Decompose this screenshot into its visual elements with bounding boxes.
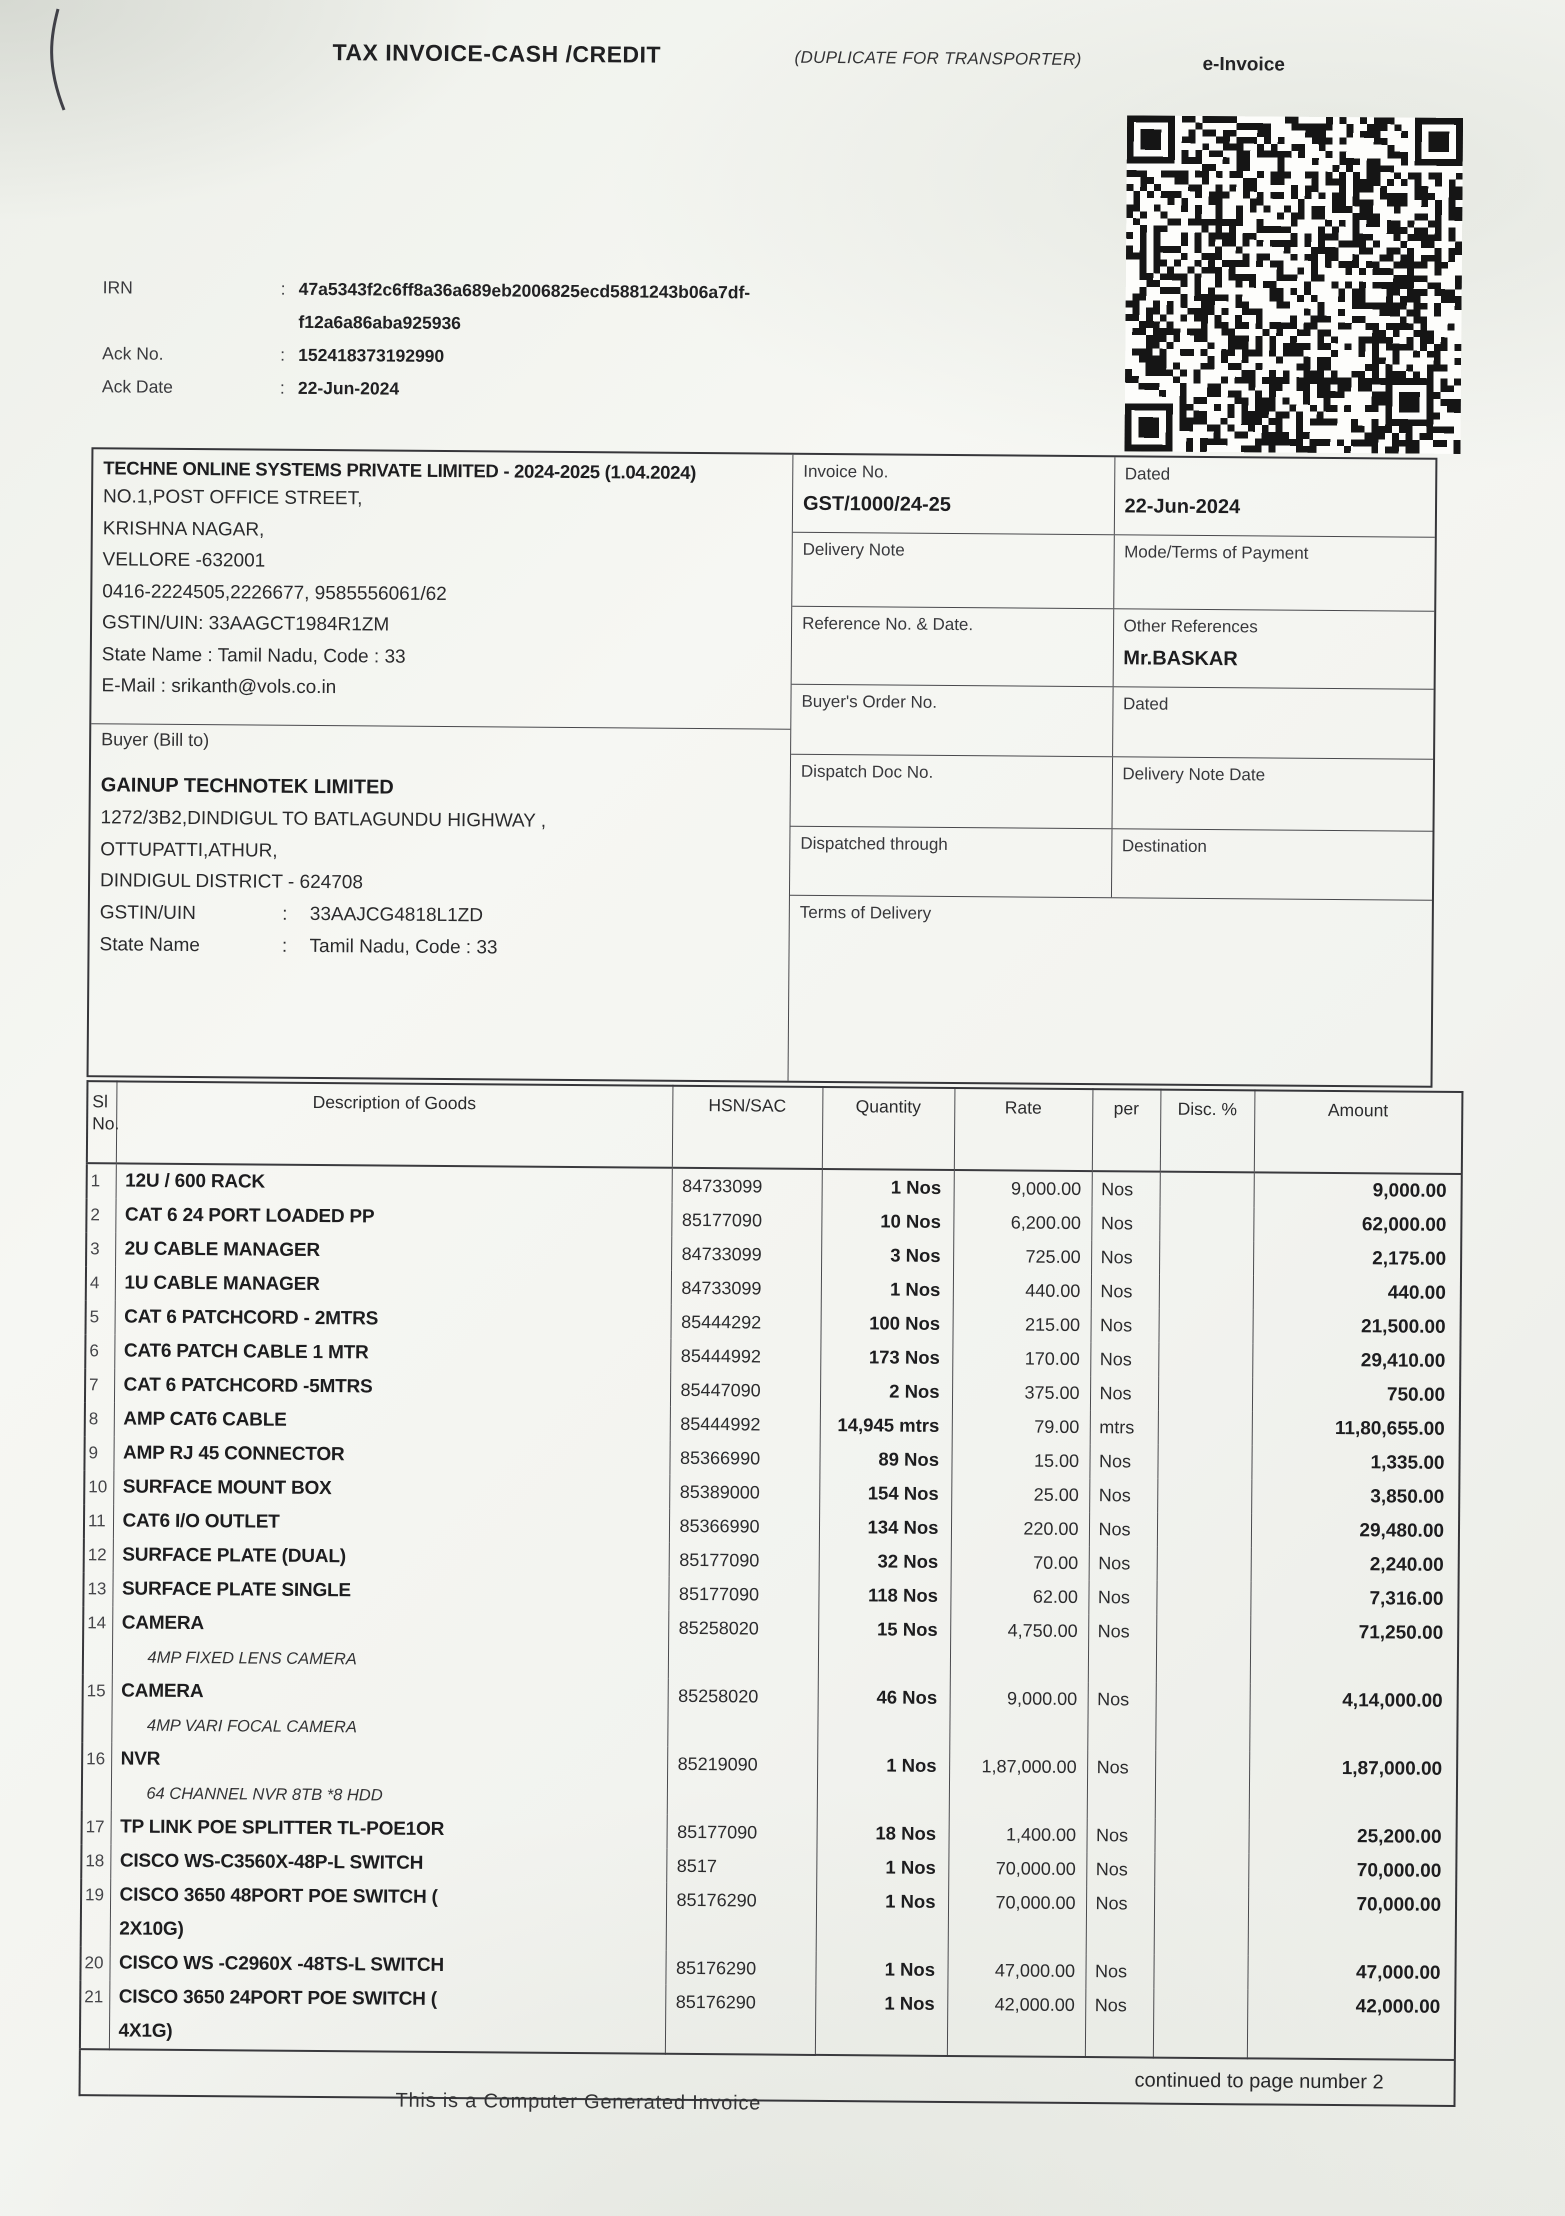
col-header-rate: Rate	[954, 1088, 1093, 1171]
item-description: CAT6 I/O OUTLET	[122, 1510, 280, 1533]
item-quantity: 2 Nos	[820, 1374, 952, 1409]
seller-address	[101, 481, 782, 707]
item-quantity: 1 Nos	[822, 1169, 954, 1205]
irn-value	[298, 273, 750, 343]
item-description: AMP CAT6 CABLE	[123, 1408, 287, 1431]
item-description: TP LINK POE SPLITTER TL-POE1OR	[120, 1816, 445, 1841]
computer-generated-note: This is a Computer Generated Invoice	[395, 2089, 762, 2115]
item-quantity: 46 Nos	[817, 1680, 950, 1749]
ack-date-label: Ack Date	[101, 376, 174, 397]
item-discount	[1155, 1751, 1250, 1820]
details-field-label: Delivery Note Date	[1122, 764, 1266, 785]
item-amount: 42,000.00	[1355, 1996, 1441, 2018]
item-per-unit: Nos	[1085, 1988, 1154, 2058]
item-per-unit: Nos	[1086, 1886, 1155, 1955]
details-grid-cell	[1112, 609, 1434, 689]
item-slno: 7	[85, 1368, 114, 1402]
buyer-address	[100, 802, 780, 902]
goods-table-header	[87, 1081, 1463, 1174]
ack-date-row	[102, 370, 842, 409]
details-field-label: Dispatch Doc No.	[800, 761, 934, 782]
item-rate: 70.00	[951, 1545, 1089, 1580]
item-rate: 1,400.00	[948, 1817, 1086, 1852]
item-per-unit: Nos	[1089, 1478, 1157, 1513]
item-slno: 18	[81, 1844, 110, 1878]
item-slno: 6	[85, 1334, 114, 1368]
item-amount: 47,000.00	[1355, 1962, 1441, 1984]
item-per-unit: Nos	[1087, 1682, 1156, 1751]
parties-column	[89, 449, 794, 1080]
item-description: CISCO WS -C2960X -48TS-L SWITCH	[118, 1952, 445, 1977]
item-description-cell	[109, 1980, 666, 2053]
irn-label: IRN	[102, 277, 133, 298]
item-slno: 1	[87, 1163, 116, 1198]
item-description-cell	[113, 1436, 669, 1474]
col-header-slno	[87, 1081, 120, 1163]
table-row	[82, 1742, 1457, 1821]
item-description-cell	[115, 1198, 671, 1236]
col-header-sl: Sl	[92, 1091, 108, 1112]
details-grid-cell	[1113, 457, 1435, 537]
item-hsn: 85389000	[669, 1475, 819, 1510]
item-amount: 2,175.00	[1372, 1248, 1447, 1270]
colon: :	[280, 344, 286, 365]
item-discount	[1160, 1172, 1254, 1208]
item-discount	[1158, 1309, 1252, 1344]
item-description: SURFACE MOUNT BOX	[122, 1476, 332, 1500]
colon: :	[281, 935, 288, 957]
item-description-cell	[115, 1266, 671, 1304]
goods-table-body	[80, 1163, 1462, 2060]
continued-note: continued to page number 2	[80, 2049, 1455, 2106]
document-subtitle: (DUPLICATE FOR TRANSPORTER)	[794, 47, 1082, 69]
details-field-label: Delivery Note	[802, 539, 905, 560]
item-quantity: 89 Nos	[819, 1442, 951, 1477]
invoice-details-grid	[789, 455, 1436, 1086]
item-amount: 25,200.00	[1356, 1826, 1442, 1848]
item-rate: 170.00	[952, 1341, 1090, 1376]
details-field-value: 22-Jun-2024	[1124, 495, 1241, 519]
item-description-cell	[110, 1878, 667, 1950]
details-field-label: Buyer's Order No.	[801, 691, 938, 712]
item-rate: 9,000.00	[949, 1681, 1088, 1750]
details-grid-cell	[792, 607, 1113, 687]
item-sub-description: 4MP FIXED LENS CAMERA	[147, 1648, 357, 1669]
item-discount	[1159, 1275, 1253, 1310]
item-discount	[1159, 1241, 1253, 1276]
item-quantity: 134 Nos	[819, 1510, 951, 1545]
item-discount	[1158, 1377, 1252, 1412]
ack-date-value: 22-Jun-2024	[297, 377, 400, 399]
table-row	[83, 1606, 1458, 1685]
item-amount: 29,410.00	[1360, 1350, 1446, 1372]
item-slno: 17	[81, 1810, 110, 1844]
item-rate: 220.00	[951, 1511, 1089, 1546]
item-sub-description: 64 CHANNEL NVR 8TB *8 HDD	[146, 1784, 383, 1805]
item-description-cell	[112, 1606, 669, 1678]
item-description-cell	[111, 1674, 668, 1746]
details-grid-cell	[1113, 535, 1435, 611]
item-amount: 70,000.00	[1356, 1894, 1442, 1916]
item-discount	[1157, 1513, 1251, 1548]
item-hsn: 85444992	[670, 1407, 820, 1442]
table-row	[80, 1980, 1455, 2060]
item-amount: 29,480.00	[1359, 1520, 1445, 1542]
item-description-cell	[112, 1572, 668, 1610]
buyer-section-label: Buyer (Bill to)	[101, 729, 210, 751]
details-field-label: Other References	[1123, 616, 1258, 637]
item-amount: 7,316.00	[1369, 1588, 1444, 1610]
item-discount	[1158, 1411, 1252, 1446]
item-discount	[1158, 1343, 1252, 1378]
buyer-name: GAINUP TECHNOTEK LIMITED	[100, 774, 394, 799]
item-slno: 4	[86, 1266, 115, 1300]
item-discount	[1153, 1989, 1248, 2059]
irn-value-line2: f12a6a86aba925936	[298, 311, 462, 334]
details-grid-cell	[793, 455, 1114, 535]
seller-address-line: 0416-2224505,2226677, 9585556061/62	[102, 580, 447, 605]
item-hsn: 85176290	[666, 1883, 817, 1952]
details-grid-row	[792, 607, 1435, 690]
item-per-unit: Nos	[1090, 1376, 1158, 1411]
item-discount	[1159, 1207, 1253, 1242]
item-discount	[1153, 1955, 1247, 1990]
item-hsn: 84733099	[672, 1168, 822, 1204]
item-description: SURFACE PLATE SINGLE	[121, 1578, 352, 1602]
item-quantity: 15 Nos	[818, 1612, 951, 1681]
item-amount: 1,87,000.00	[1341, 1758, 1443, 1780]
item-sub-description: 4MP VARI FOCAL CAMERA	[146, 1716, 357, 1737]
details-grid-row	[791, 755, 1434, 832]
ack-no-value: 152418373192990	[298, 344, 445, 366]
item-quantity: 118 Nos	[818, 1578, 950, 1613]
item-rate: 9,000.00	[954, 1170, 1092, 1206]
seller-address-line: E-Mail : srikanth@vols.co.in	[101, 675, 337, 699]
item-hsn: 85258020	[667, 1679, 818, 1748]
seller-address-line: VELLORE -632001	[102, 549, 266, 572]
item-rate: 47,000.00	[947, 1953, 1085, 1988]
details-grid-cell	[791, 685, 1112, 757]
item-per-unit: Nos	[1091, 1206, 1159, 1241]
item-discount	[1154, 1819, 1248, 1854]
item-description: CAT 6 PATCHCORD -5MTRS	[123, 1374, 373, 1398]
details-grid-row	[792, 533, 1435, 612]
item-description: NVR	[120, 1748, 161, 1770]
col-header-per: per	[1092, 1089, 1161, 1172]
item-discount	[1154, 1887, 1249, 1956]
item-description-cell	[109, 1946, 665, 1984]
item-amount: 1,335.00	[1370, 1452, 1445, 1474]
item-per-unit: Nos	[1091, 1274, 1159, 1309]
item-per-unit: Nos	[1085, 1954, 1153, 1989]
item-hsn: 85176290	[665, 1985, 816, 2055]
item-description-cell	[115, 1300, 671, 1338]
item-quantity: 173 Nos	[820, 1340, 952, 1375]
item-hsn: 85366990	[669, 1441, 819, 1476]
details-field-label: Invoice No.	[803, 461, 889, 482]
item-amount: 70,000.00	[1356, 1860, 1442, 1882]
details-grid-cell	[1110, 829, 1432, 900]
item-quantity: 1 Nos	[817, 1748, 950, 1817]
item-rate: 6,200.00	[953, 1205, 1091, 1240]
details-grid-cell	[1112, 687, 1434, 759]
buyer-state-label: State Name	[99, 933, 200, 956]
item-hsn: 85177090	[668, 1577, 818, 1612]
details-field-label: Dated	[1124, 464, 1171, 484]
details-field-label: Dispatched through	[800, 833, 948, 854]
details-field-label: Mode/Terms of Payment	[1124, 542, 1309, 563]
item-description-cell	[114, 1334, 670, 1372]
item-slno: 9	[84, 1436, 113, 1470]
buyer-gstin-value: 33AAJCG4818L1ZD	[309, 903, 484, 926]
item-hsn: 85444992	[670, 1339, 820, 1374]
item-description-cell	[113, 1538, 669, 1576]
item-quantity: 1 Nos	[821, 1272, 953, 1307]
item-per-unit: Nos	[1089, 1546, 1157, 1581]
item-hsn: 84733099	[671, 1271, 821, 1306]
buyer-block	[89, 760, 790, 974]
details-field-label: Terms of Delivery	[799, 902, 932, 923]
item-rate: 725.00	[953, 1239, 1091, 1274]
seller-address-line: KRISHNA NAGAR,	[102, 517, 265, 541]
item-description-cell	[114, 1368, 670, 1406]
item-slno: 19	[81, 1878, 111, 1946]
details-grid-row	[791, 685, 1434, 760]
item-quantity: 32 Nos	[819, 1544, 951, 1579]
item-description: AMP RJ 45 CONNECTOR	[122, 1442, 345, 1466]
invoice-info-box	[87, 447, 1438, 1088]
item-hsn: 84733099	[671, 1237, 821, 1272]
item-slno: 20	[80, 1946, 109, 1980]
item-amount: 4,14,000.00	[1342, 1690, 1443, 1712]
buyer-gstin-row	[100, 897, 779, 934]
irn-block	[102, 271, 843, 409]
item-description: 2U CABLE MANAGER	[124, 1238, 321, 1262]
item-quantity: 100 Nos	[820, 1306, 952, 1341]
item-slno: 3	[86, 1232, 115, 1266]
item-slno: 12	[84, 1538, 113, 1572]
item-description: CISCO 3650 24PORT POE SWITCH ( 4X1G)	[118, 1986, 438, 2042]
item-description-cell	[111, 1742, 668, 1814]
item-hsn: 85176290	[665, 1951, 815, 1986]
item-rate: 4,750.00	[950, 1613, 1089, 1682]
item-rate: 1,87,000.00	[949, 1749, 1088, 1818]
table-row	[81, 1878, 1456, 1957]
item-hsn: 85366990	[669, 1509, 819, 1544]
item-per-unit: Nos	[1091, 1240, 1159, 1275]
item-per-unit: Nos	[1092, 1171, 1160, 1207]
item-description: SURFACE PLATE (DUAL)	[122, 1544, 346, 1568]
item-description-cell	[114, 1402, 670, 1440]
item-per-unit: mtrs	[1090, 1410, 1158, 1445]
item-quantity: 1 Nos	[815, 1986, 948, 2056]
item-quantity: 1 Nos	[815, 1952, 947, 1987]
item-amount: 750.00	[1386, 1384, 1446, 1406]
buyer-state-value: Tamil Nadu, Code : 33	[309, 935, 498, 958]
item-description: CAT6 PATCH CABLE 1 MTR	[123, 1340, 369, 1364]
details-grid-cell	[791, 755, 1112, 829]
item-per-unit: Nos	[1090, 1308, 1158, 1343]
col-header-description: Description of Goods	[116, 1081, 673, 1167]
item-description: 12U / 600 RACK	[125, 1170, 266, 1193]
item-quantity: 14,945 mtrs	[820, 1408, 952, 1443]
details-field-value: Mr.BASKAR	[1123, 647, 1238, 671]
item-rate: 70,000.00	[948, 1885, 1087, 1954]
details-field-label: Dated	[1122, 694, 1169, 714]
item-slno: 8	[85, 1402, 114, 1436]
item-amount: 3,850.00	[1370, 1486, 1445, 1508]
item-hsn: 85177090	[671, 1203, 821, 1238]
item-per-unit: Nos	[1089, 1444, 1157, 1479]
item-slno: 5	[86, 1300, 115, 1334]
item-description: 1U CABLE MANAGER	[124, 1272, 320, 1296]
item-quantity: 154 Nos	[819, 1476, 951, 1511]
item-rate: 375.00	[952, 1375, 1090, 1410]
item-description: CAT 6 24 PORT LOADED PP	[124, 1204, 375, 1228]
einvoice-label: e-Invoice	[1202, 53, 1285, 76]
col-header-quantity: Quantity	[822, 1087, 955, 1170]
details-grid-cell	[792, 533, 1113, 609]
seller-address-line: NO.1,POST OFFICE STREET,	[102, 486, 363, 510]
document-title: TAX INVOICE-CASH /CREDIT	[332, 39, 662, 68]
item-description: CAMERA	[121, 1680, 204, 1703]
item-description-cell	[115, 1232, 671, 1270]
item-quantity: 18 Nos	[816, 1816, 948, 1851]
buyer-gstin-label: GSTIN/UIN	[99, 901, 196, 924]
item-slno: 13	[83, 1572, 112, 1606]
col-header-hsn: HSN/SAC	[672, 1086, 823, 1169]
item-per-unit: Nos	[1087, 1750, 1156, 1819]
item-quantity: 10 Nos	[821, 1204, 953, 1239]
ack-no-label: Ack No.	[102, 343, 164, 364]
einvoice-qr-code	[1124, 115, 1463, 454]
col-header-no: No.	[92, 1113, 120, 1134]
item-hsn: 85177090	[669, 1543, 819, 1578]
item-hsn: 85444292	[670, 1305, 820, 1340]
details-grid-row	[793, 455, 1436, 538]
seller-address-line: GSTIN/UIN: 33AAGCT1984R1ZM	[102, 612, 390, 636]
seller-block	[91, 449, 792, 729]
details-field-label: Reference No. & Date.	[802, 613, 974, 635]
item-amount: 11,80,655.00	[1334, 1417, 1445, 1440]
item-hsn: 85177090	[666, 1815, 816, 1850]
item-hsn: 85447090	[670, 1373, 820, 1408]
item-quantity: 1 Nos	[816, 1850, 948, 1885]
item-discount	[1157, 1547, 1251, 1582]
item-per-unit: Nos	[1090, 1342, 1158, 1377]
item-hsn: 85258020	[668, 1611, 819, 1680]
item-amount: 9,000.00	[1372, 1180, 1447, 1202]
buyer-address-line: 1272/3B2,DINDIGUL TO BATLAGUNDU HIGHWAY ,	[100, 807, 547, 832]
item-quantity: 3 Nos	[821, 1238, 953, 1273]
item-slno: 2	[86, 1198, 115, 1232]
table-row	[82, 1674, 1457, 1753]
item-description-cell	[116, 1163, 672, 1202]
item-discount	[1157, 1445, 1251, 1480]
item-slno: 10	[84, 1470, 113, 1504]
item-amount: 21,500.00	[1360, 1316, 1446, 1338]
seller-name: TECHNE ONLINE SYSTEMS PRIVATE LIMITED - 2024-2025 (1.04.2024)	[103, 457, 697, 483]
item-description: CISCO WS-C3560X-48P-L SWITCH	[119, 1850, 424, 1874]
item-rate: 79.00	[952, 1409, 1090, 1444]
item-amount: 2,240.00	[1369, 1554, 1444, 1576]
item-per-unit: Nos	[1086, 1818, 1154, 1853]
details-grid-row	[789, 896, 1432, 1084]
item-per-unit: Nos	[1088, 1580, 1156, 1615]
item-rate: 62.00	[950, 1579, 1088, 1614]
details-field-value: GST/1000/24-25	[802, 492, 952, 516]
item-discount	[1154, 1853, 1248, 1888]
item-rate: 215.00	[952, 1307, 1090, 1342]
item-rate: 15.00	[951, 1443, 1089, 1478]
item-discount	[1156, 1615, 1251, 1684]
details-grid-row	[790, 827, 1433, 901]
item-discount	[1155, 1683, 1250, 1752]
item-quantity: 1 Nos	[816, 1884, 949, 1953]
col-header-disc: Disc. %	[1160, 1090, 1255, 1173]
item-description-cell	[110, 1844, 666, 1882]
item-discount	[1156, 1581, 1250, 1616]
buyer-address-line: OTTUPATTI,ATHUR,	[100, 838, 278, 862]
buyer-state-row	[99, 929, 778, 966]
item-amount: 440.00	[1387, 1282, 1446, 1304]
item-slno: 21	[80, 1980, 110, 2049]
item-rate: 42,000.00	[947, 1987, 1086, 2057]
buyer-address-line: DINDIGUL DISTRICT - 624708	[99, 870, 364, 894]
item-per-unit: Nos	[1088, 1614, 1157, 1683]
irn-row	[102, 271, 842, 343]
colon: :	[279, 377, 285, 398]
item-slno: 16	[82, 1742, 112, 1810]
item-description: CISCO 3650 48PORT POE SWITCH ( 2X10G)	[119, 1884, 438, 1940]
details-grid-cell	[790, 827, 1111, 898]
colon: :	[280, 278, 286, 299]
item-description: CAT 6 PATCHCORD - 2MTRS	[124, 1306, 379, 1330]
item-description-cell	[113, 1470, 669, 1508]
details-field-label: Destination	[1121, 836, 1208, 856]
goods-table-footer	[80, 2049, 1455, 2106]
details-grid-cell	[1111, 757, 1433, 831]
item-rate: 440.00	[953, 1273, 1091, 1308]
item-description-cell	[110, 1810, 666, 1848]
item-amount: 62,000.00	[1361, 1214, 1447, 1236]
details-grid-cell	[789, 896, 1432, 1084]
goods-table	[79, 1080, 1464, 2107]
col-header-amount: Amount	[1254, 1090, 1463, 1174]
item-slno: 11	[84, 1504, 113, 1538]
item-rate: 25.00	[951, 1477, 1089, 1512]
colon: :	[282, 903, 288, 925]
irn-value-line1: 47a5343f2c6ff8a36a689eb2006825ecd5881243b06a7df-	[298, 278, 751, 303]
item-amount: 71,250.00	[1358, 1622, 1444, 1644]
item-slno: 15	[82, 1674, 112, 1742]
item-per-unit: Nos	[1089, 1512, 1157, 1547]
item-discount	[1157, 1479, 1251, 1514]
item-hsn: 8517	[666, 1849, 816, 1884]
seller-address-line: State Name : Tamil Nadu, Code : 33	[101, 643, 406, 668]
item-hsn: 85219090	[667, 1747, 818, 1816]
item-rate: 70,000.00	[948, 1851, 1086, 1886]
item-description: CAMERA	[121, 1612, 205, 1635]
item-slno: 14	[83, 1606, 113, 1674]
item-per-unit: Nos	[1086, 1852, 1154, 1887]
item-description-cell	[113, 1504, 669, 1542]
